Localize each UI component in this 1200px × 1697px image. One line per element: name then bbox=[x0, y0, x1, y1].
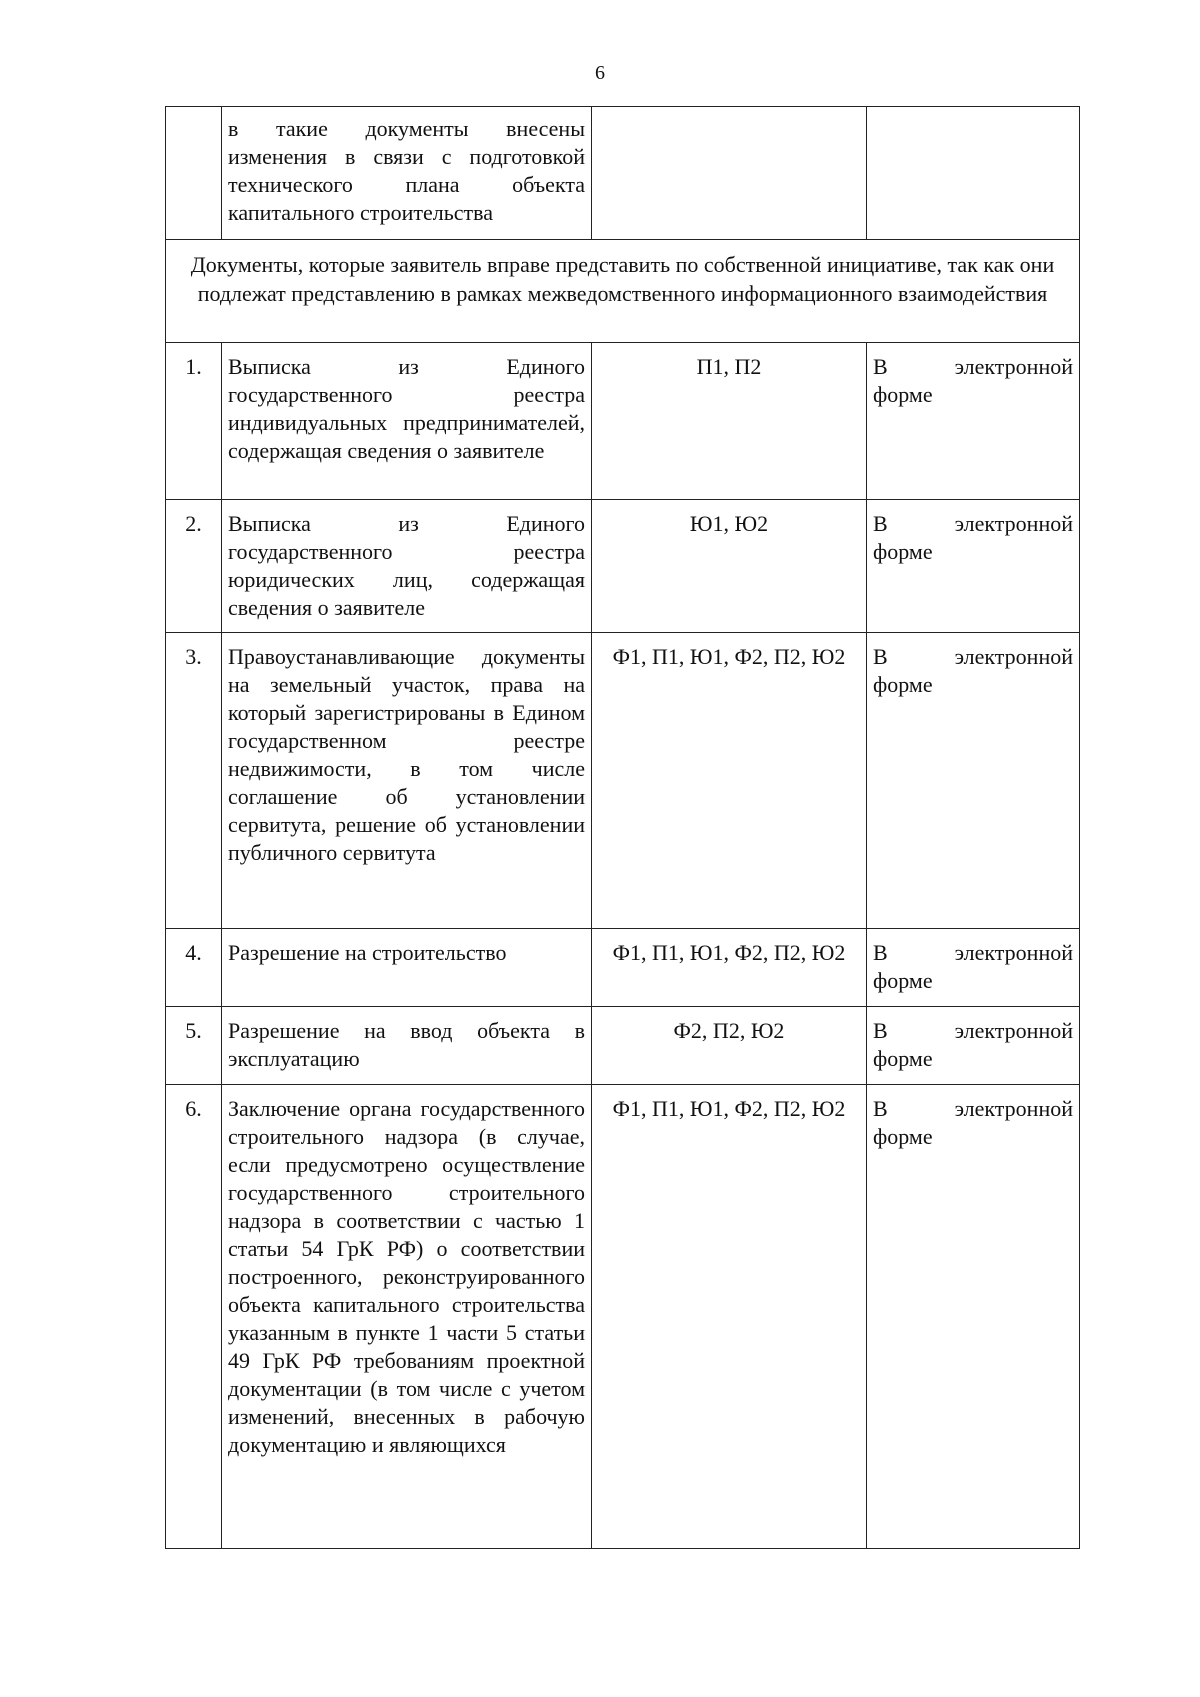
submission-form bbox=[867, 343, 1080, 500]
submission-form-line2: форме bbox=[873, 1046, 933, 1071]
document-name: Выписка из Единого государственного реестра юридических лиц, содержащая сведения о заявителе bbox=[222, 500, 592, 633]
submission-form-line2: форме bbox=[873, 382, 933, 407]
document-name: Заключение органа государственного строительного надзора (в случае, если предусмотрено осуществление государственного строительного надзора в соответствии с частью 1 статьи 54 ГрК РФ) о соответствии построенного, реконструированного объекта капитального строительства указанным в пункте 1 части 5 статьи 49 ГрК РФ требованиям проектной документации (в том числе с учетом изменений, внесенных в рабочую документацию и являющихся bbox=[222, 1085, 592, 1549]
documents-table bbox=[165, 106, 1080, 1549]
row-number: 2. bbox=[166, 500, 222, 633]
applicant-category: Ф1, П1, Ю1, Ф2, П2, Ю2 bbox=[592, 1085, 867, 1549]
row-number: 4. bbox=[166, 929, 222, 1007]
row-number: 5. bbox=[166, 1007, 222, 1085]
table-row bbox=[166, 1085, 1080, 1549]
row-number: 6. bbox=[166, 1085, 222, 1549]
applicant-category bbox=[592, 107, 867, 240]
page-number: 6 bbox=[595, 62, 605, 84]
document-name: Разрешение на строительство bbox=[222, 929, 592, 1007]
table-row bbox=[166, 343, 1080, 500]
submission-form-line1: В электронной bbox=[873, 354, 1073, 379]
row-number: 3. bbox=[166, 633, 222, 929]
submission-form-line2: форме bbox=[873, 672, 933, 697]
table-row bbox=[166, 1007, 1080, 1085]
submission-form-line1: В электронной bbox=[873, 644, 1073, 669]
submission-form-line2: форме bbox=[873, 539, 933, 564]
section-heading-row bbox=[166, 240, 1080, 343]
submission-form bbox=[867, 1085, 1080, 1549]
row-number bbox=[166, 107, 222, 240]
document-name: Выписка из Единого государственного реестра индивидуальных предпринимателей, содержащая сведения о заявителе bbox=[222, 343, 592, 500]
row-number: 1. bbox=[166, 343, 222, 500]
submission-form bbox=[867, 500, 1080, 633]
submission-form bbox=[867, 633, 1080, 929]
table-row bbox=[166, 633, 1080, 929]
document-name: Правоустанавливающие документы на земельный участок, права на который зарегистрированы в Едином государственном реестре недвижимости, в том числе соглашение об установлении сервитута, решение об установлении публичного сервитута bbox=[222, 633, 592, 929]
submission-form-line1: В электронной bbox=[873, 511, 1073, 536]
applicant-category: Ф1, П1, Ю1, Ф2, П2, Ю2 bbox=[592, 633, 867, 929]
applicant-category: Ф1, П1, Ю1, Ф2, П2, Ю2 bbox=[592, 929, 867, 1007]
table-row bbox=[166, 500, 1080, 633]
submission-form bbox=[867, 929, 1080, 1007]
submission-form-line2: форме bbox=[873, 968, 933, 993]
document-name: Разрешение на ввод объекта в эксплуатацию bbox=[222, 1007, 592, 1085]
table-row bbox=[166, 929, 1080, 1007]
submission-form bbox=[867, 107, 1080, 240]
applicant-category: Ф2, П2, Ю2 bbox=[592, 1007, 867, 1085]
submission-form-line1: В электронной bbox=[873, 1018, 1073, 1043]
section-heading: Документы, которые заявитель вправе представить по собственной инициативе, так как они подлежат представлению в рамках межведомственного информационного взаимодействия bbox=[166, 240, 1080, 343]
document-name: в такие документы внесены изменения в связи с подготовкой технического плана объекта капитального строительства bbox=[222, 107, 592, 240]
submission-form-line1: В электронной bbox=[873, 940, 1073, 965]
applicant-category: Ю1, Ю2 bbox=[592, 500, 867, 633]
applicant-category: П1, П2 bbox=[592, 343, 867, 500]
submission-form-line2: форме bbox=[873, 1124, 933, 1149]
submission-form-line1: В электронной bbox=[873, 1096, 1073, 1121]
table-row-continuation bbox=[166, 107, 1080, 240]
submission-form bbox=[867, 1007, 1080, 1085]
